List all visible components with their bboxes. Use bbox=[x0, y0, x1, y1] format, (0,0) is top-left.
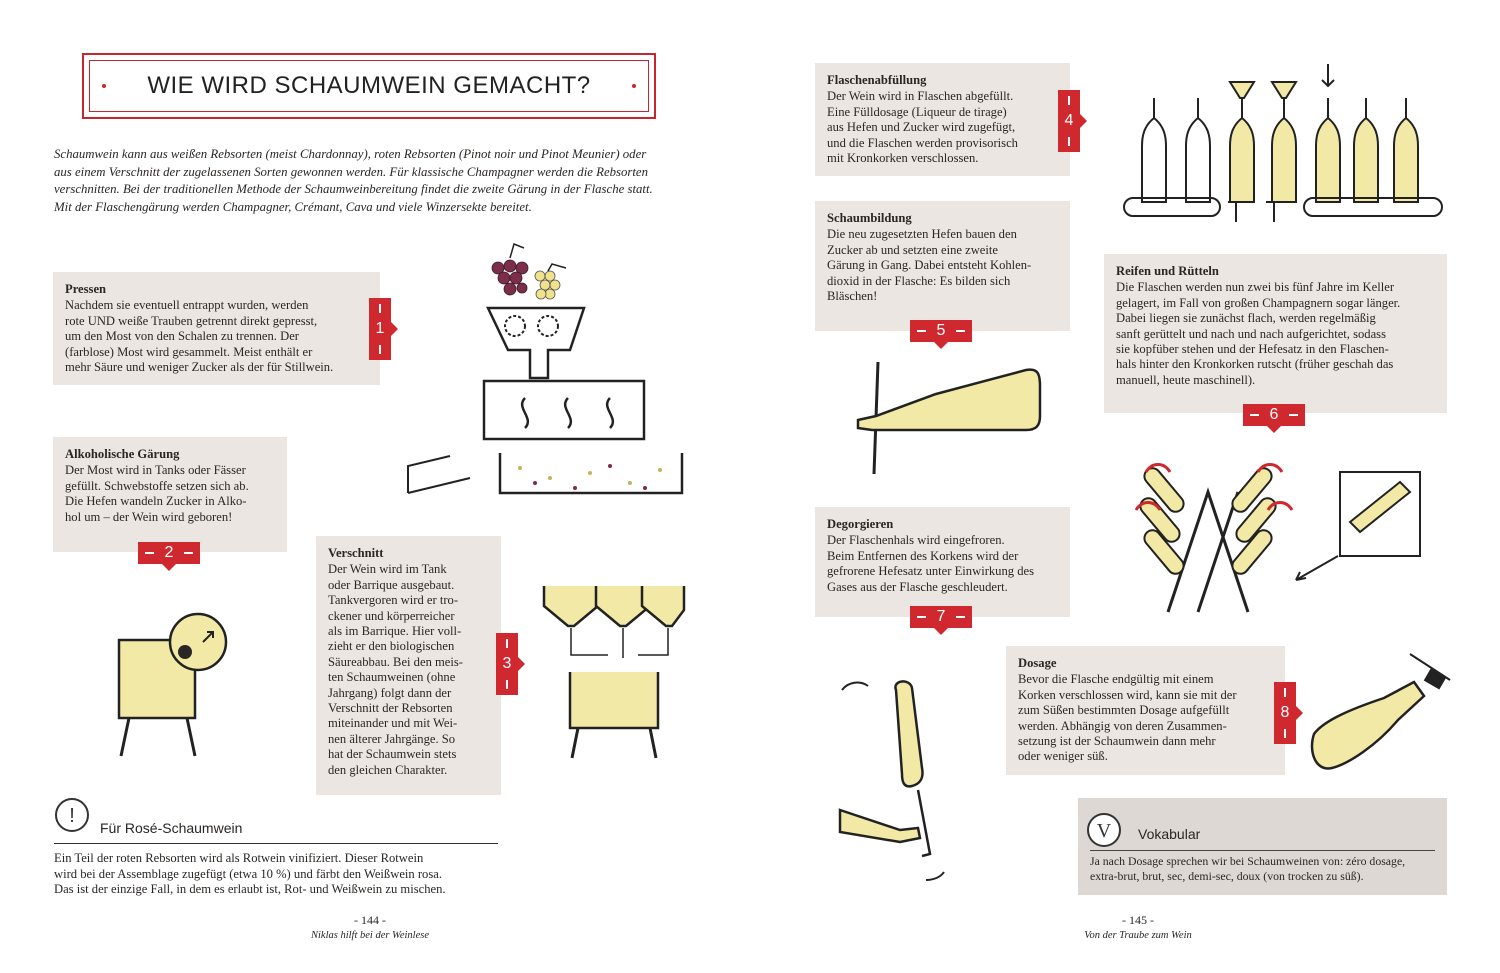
step-box-dosage bbox=[1006, 646, 1285, 775]
vocabulary-divider bbox=[1090, 850, 1435, 851]
step-number: 4 bbox=[1064, 112, 1074, 129]
step-number: 3 bbox=[502, 655, 512, 672]
step-number: 1 bbox=[375, 320, 385, 337]
step-box-schaumbildung bbox=[815, 201, 1070, 331]
exclamation-symbol: ! bbox=[69, 805, 75, 827]
barrel-illustration bbox=[115, 612, 245, 757]
step-number: 8 bbox=[1280, 704, 1290, 721]
page-number-right: - 145 - bbox=[1122, 913, 1154, 927]
step-box-flaschenabfuellung bbox=[815, 63, 1070, 176]
step-number-tag bbox=[910, 320, 972, 342]
step-number-tag bbox=[910, 606, 972, 628]
step-number-tag bbox=[1058, 90, 1080, 152]
v-circle-icon bbox=[1086, 812, 1126, 852]
hint-body: Ein Teil der roten Rebsorten wird als Rotwein vinifiziert. Dieser Rotwein wird bei der Assemblage zugefügt (etwa 10 %) und färbt den Weißwein rosa. Das ist der einzige Fall, in dem es erlaubt ist, Rot- und Weißwein zu mischen. bbox=[54, 851, 446, 896]
bottling-illustration bbox=[1118, 60, 1448, 225]
step-number-tag bbox=[369, 298, 391, 360]
step-body: Die Flaschen werden nun zwei bis fünf Jahre im Keller gelagert, im Fall von großen Champagnern sogar länger. Dabei liegen sie zunächst flach, werden regelmäßig sanft gerüttelt und nach und nach aufgerichtet, sodass sie kopfüber stehen und der Hefesatz in den Flaschen- hals hinter den Kronkorken rutscht (früher geschah das manuell, heute maschinell). bbox=[1116, 280, 1401, 387]
step-body: Der Wein wird im Tank oder Barrique ausgebaut. Tankvergoren wird er tro- ckener und körperreicher als im Barrique. Hier voll- zieht er den biologischen Säureabbau. Bei den meis- ten Schaumweinen (ohne Jahrgang) folgt dann der Verschnitt der Rebsorten miteinander und mit Wei- nen älterer Jahrgänge. So hat der Schaumwein stets den gleichen Charakter. bbox=[328, 562, 463, 777]
blending-illustration bbox=[538, 580, 688, 760]
step-box-reifen-ruetteln bbox=[1104, 254, 1447, 413]
riddling-rack-illustration bbox=[1128, 452, 1448, 622]
step-title: Dosage bbox=[1018, 656, 1057, 670]
step-box-pressen bbox=[53, 272, 380, 385]
fermenting-bottle-illustration bbox=[848, 362, 1038, 477]
vocabulary-box bbox=[1078, 798, 1447, 895]
v-symbol: V bbox=[1096, 820, 1112, 842]
vocabulary-body: Ja nach Dosage sprechen wir bei Schaumweinen von: zéro dosage, extra-brut, brut, sec, demi-sec, doux (von trocken zu süß). bbox=[1090, 854, 1406, 883]
step-number: 6 bbox=[1269, 406, 1279, 423]
step-number-tag bbox=[1274, 682, 1296, 744]
step-body: Der Flaschenhals wird eingefroren. Beim Entfernen des Korkens wird der gefrorene Hefesatz unter Einwirkung des Gases aus der Flasche geschleudert. bbox=[827, 533, 1035, 594]
step-body: Nachdem sie eventuell entrappt wurden, werden rote UND weiße Trauben getrennt direkt gepresst, um den Most von den Schalen zu trennen. Der (farblose) Most wird gesammelt. Meist enthält er mehr Säure und weniger Zucker als der für Stillwein. bbox=[65, 298, 334, 375]
step-body: Der Most wird in Tanks oder Fässer gefüllt. Schwebstoffe setzen sich ab. Die Hefen wandeln Zucker in Alko- hol um – der Wein wird geboren! bbox=[65, 463, 249, 524]
step-body: Bevor die Flasche endgültig mit einem Korken verschlossen wird, kann sie mit der zum Süßen bestimmten Dosage aufgefüllt werden. Abhängig von deren Zusammen- setzung ist der Schaumwein dann mehr oder weniger süß. bbox=[1018, 672, 1237, 764]
step-title: Degorgieren bbox=[827, 517, 894, 531]
intro-text: Schaumwein kann aus weißen Rebsorten (meist Chardonnay), roten Rebsorten (Pinot noir und Pinot Meunier) oder aus einem Verschnitt der zugelassenen Sorten gewonnen werden. Für klassische Champagner werden die Rebsorten verschnitten. Bei der traditionellen Methode der Schaumweinbereitung findet die zweite Gärung in der Flasche statt. Mit der Flaschengärung werden Champagner, Crémant, Cava und viele Winzersekte bereitet. bbox=[54, 147, 653, 214]
step-number: 7 bbox=[936, 608, 946, 625]
step-box-degorgieren bbox=[815, 507, 1070, 617]
exclamation-circle-icon bbox=[54, 797, 94, 837]
step-title: Alkoholische Gärung bbox=[65, 447, 180, 461]
step-box-gaerung bbox=[53, 437, 287, 552]
hint-divider bbox=[54, 843, 498, 844]
degorging-illustration bbox=[836, 660, 956, 890]
step-number-tag bbox=[1243, 404, 1305, 426]
step-number-tag bbox=[496, 633, 518, 695]
hint-title: Für Rosé-Schaumwein bbox=[100, 820, 243, 836]
running-title-left: Niklas hilft bei der Weinlese bbox=[310, 930, 429, 941]
page-number-left: - 144 - bbox=[354, 913, 386, 927]
step-number-tag bbox=[138, 542, 200, 564]
step-title: Pressen bbox=[65, 282, 107, 296]
title-frame bbox=[82, 53, 656, 119]
step-body: Die neu zugesetzten Hefen bauen den Zucker ab und setzten eine zweite Gärung in Gang. Dabei entsteht Kohlen- dioxid in der Flasche: Es bilden sich Bläschen! bbox=[827, 227, 1032, 304]
dosage-bottle-illustration bbox=[1310, 652, 1460, 777]
step-number: 2 bbox=[164, 544, 174, 561]
running-title-right: Von der Traube zum Wein bbox=[1084, 930, 1192, 941]
step-title: Schaumbildung bbox=[827, 211, 912, 225]
step-title: Verschnitt bbox=[328, 546, 384, 560]
step-title: Flaschenabfüllung bbox=[827, 73, 927, 87]
step-box-verschnitt bbox=[316, 536, 501, 795]
page-title: WIE WIRD SCHAUMWEIN GEMACHT? bbox=[147, 72, 591, 99]
step-body: Der Wein wird in Flaschen abgefüllt. Eine Fülldosage (Liqueur de tirage) aus Hefen und Zucker wird zugefügt, und die Flaschen werden provisorisch mit Kronkorken verschlossen. bbox=[827, 89, 1018, 166]
vocabulary-title: Vokabular bbox=[1138, 826, 1201, 842]
press-illustration bbox=[400, 238, 690, 498]
step-title: Reifen und Rütteln bbox=[1116, 264, 1219, 278]
step-number: 5 bbox=[936, 322, 946, 339]
